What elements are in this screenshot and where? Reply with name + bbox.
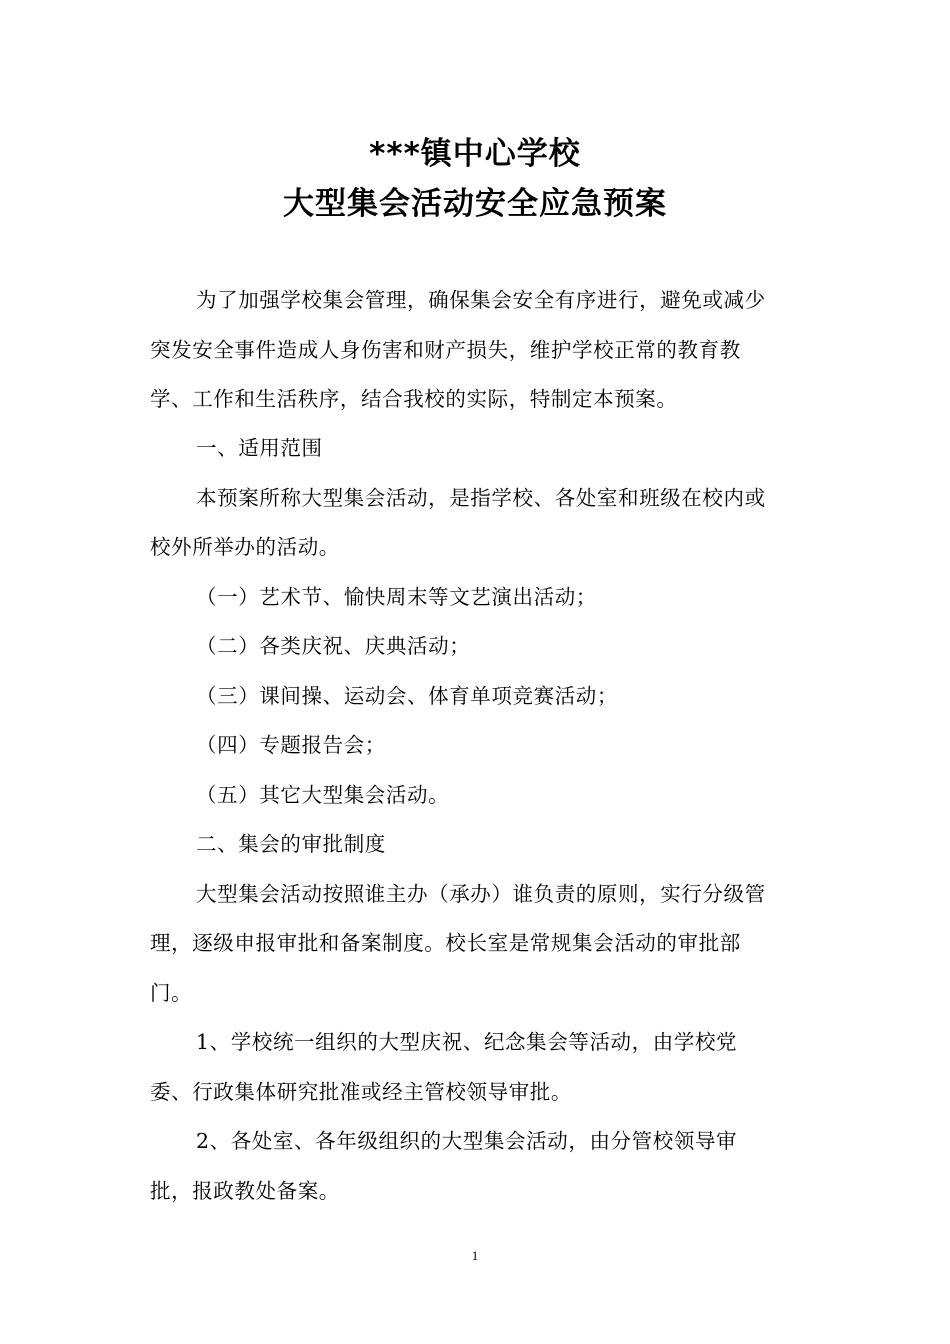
page-number: 1 bbox=[471, 1248, 479, 1263]
list-item: （四）专题报告会； bbox=[196, 733, 386, 757]
body-line: 批，报政教处备案。 bbox=[150, 1179, 340, 1203]
body-line: 委、行政集体研究批准或经主管校领导审批。 bbox=[150, 1080, 572, 1104]
body-line: 突发安全事件造成人身伤害和财产损失，维护学校正常的教育教 bbox=[150, 338, 741, 362]
body-line: 本预案所称大型集会活动，是指学校、各处室和班级在校内或 bbox=[196, 486, 766, 510]
list-item: （二）各类庆祝、庆典活动； bbox=[196, 634, 471, 658]
list-item: 2、各处室、各年级组织的大型集会活动，由分管校领导审 bbox=[196, 1129, 738, 1153]
section-heading: 一、适用范围 bbox=[196, 436, 323, 460]
document-title-line-2: 大型集会活动安全应急预案 bbox=[283, 186, 667, 222]
body-line: 学、工作和生活秩序，结合我校的实际，特制定本预案。 bbox=[150, 387, 678, 411]
body-line: 为了加强学校集会管理，确保集会安全有序进行，避免或减少 bbox=[196, 288, 766, 312]
body-line: 理，逐级申报审批和备案制度。校长室是常规集会活动的审批部 bbox=[150, 931, 741, 955]
list-item: （一）艺术节、愉快周末等文艺演出活动； bbox=[196, 585, 597, 609]
document-title-line-1: ***镇中心学校 bbox=[369, 136, 581, 172]
body-line: 门。 bbox=[150, 981, 193, 1005]
body-line: 校外所举办的活动。 bbox=[150, 535, 340, 559]
list-item: （五）其它大型集会活动。 bbox=[196, 783, 450, 807]
list-item: 1、学校统一组织的大型庆祝、纪念集会等活动，由学校党 bbox=[196, 1030, 738, 1054]
body-line: 大型集会活动按照谁主办（承办）谁负责的原则，实行分级管 bbox=[196, 882, 766, 906]
section-heading: 二、集会的审批制度 bbox=[196, 832, 386, 856]
list-item: （三）课间操、运动会、体育单项竞赛活动； bbox=[196, 684, 618, 708]
